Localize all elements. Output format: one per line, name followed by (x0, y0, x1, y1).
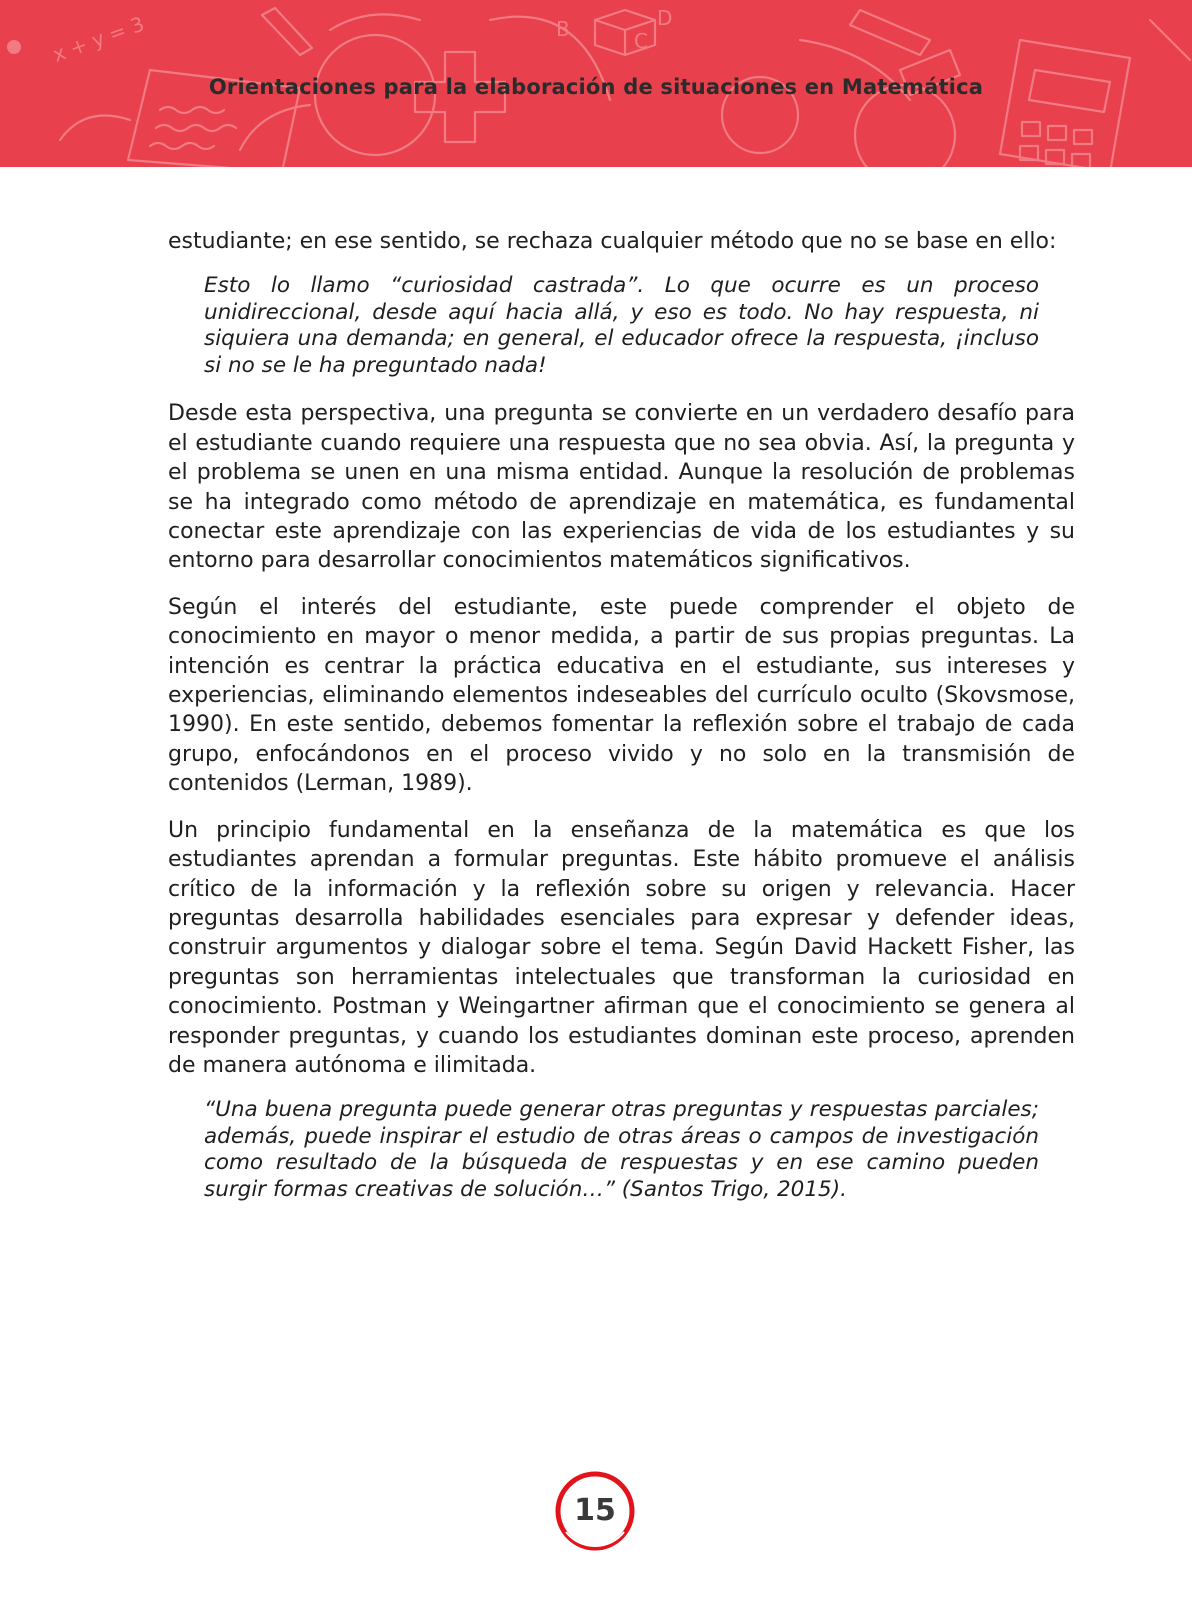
paragraph-intro: estudiante; en ese sentido, se rechaza cualquier método que no se base en ello: (168, 229, 1057, 254)
doodle-letter-b: B (556, 17, 570, 41)
block-quote-curiosidad: Esto lo llamo “curiosidad castrada”. Lo que ocurre es un proceso unidireccional, desde aquí hacia allá, y eso es todo. No hay respuesta, ni siquiera una demanda; en general, el educador ofrece la respuesta, ¡incluso si no se le ha preguntado nada! (204, 273, 1039, 378)
header-title: Orientaciones para la elaboración de situaciones en Matemática (208, 75, 984, 99)
doodle-equation: x + y = 3 (49, 11, 148, 67)
paragraph-perspectiva: Desde esta perspectiva, una pregunta se convierte en un verdadero desafío para el estudiante cuando requiere una respuesta que no sea obvia. Así, la pregunta y el problema se unen en una misma entidad. Aunque la resolución de problemas se ha integrado como método de aprendizaje en matemática, es fundamental conectar este aprendizaje con las experiencias de vida de los estudiantes y su entorno para desarrollar conocimientos matemáticos significativos. (168, 401, 1075, 574)
doodle-letter-d: D (657, 6, 673, 30)
paragraph-interes: Según el interés del estudiante, este puede comprender el objeto de conocimiento en mayor o menor medida, a partir de sus propias preguntas. La intención es centrar la práctica educativa en el estudiante, sus intereses y experiencias, eliminando elementos indeseables del currículo oculto (Skovsmose, 1990). En este sentido, debemos fomentar la reflexión sobre el trabajo de cada grupo, enfocándonos en el proceso vivido y no solo en la transmisión de contenidos (Lerman, 1989). (168, 594, 1075, 797)
block-quote-santos-trigo: “Una buena pregunta puede generar otras preguntas y respuestas parciales; además, puede inspirar el estudio de otras áreas o campos de investigación como resultado de la búsqueda de respuestas y en ese camino pueden surgir formas creativas de solución…” (Santos Trigo, 2015). (204, 1097, 1039, 1202)
doodle-letter-c: C (634, 29, 648, 53)
page-number-badge (554, 1470, 636, 1552)
page-content (168, 227, 1075, 1223)
header-banner (0, 0, 1192, 167)
page-number: 15 (574, 1493, 616, 1528)
paragraph-principio: Un principio fundamental en la enseñanza de la matemática es que los estudiantes aprendan a formular preguntas. Este hábito promueve el análisis crítico de la información y la reflexión sobre su origen y relevancia. Hacer preguntas desarrolla habilidades esenciales para expresar y defender ideas, construir argumentos y dialogar sobre el tema. Según David Hackett Fisher, las preguntas son herramientas intelectuales que transforman la curiosidad en conocimiento. Postman y Weingartner afirman que el conocimiento se genera al responder preguntas, y cuando los estudiantes dominan este proceso, aprenden de manera autónoma e ilimitada. (168, 817, 1075, 1078)
